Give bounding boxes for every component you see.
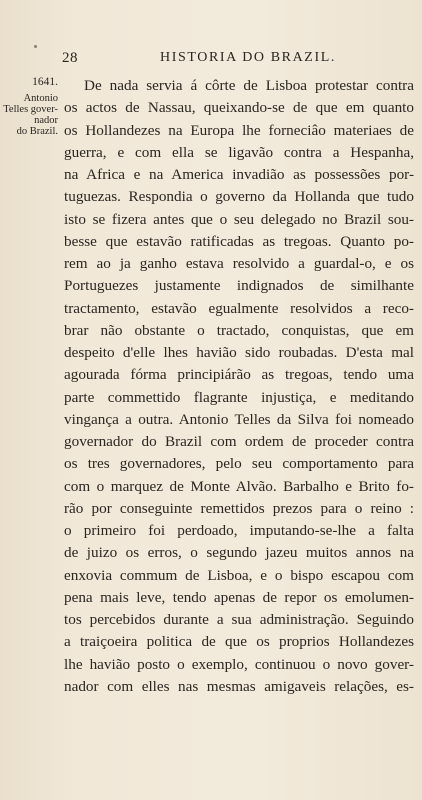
text-line: rem ao ja ganho estava resolvido a guardal-o, e os <box>64 255 414 272</box>
margin-note-line: Telles gover- <box>3 104 58 115</box>
text-line: pena mais leve, tendo apenas de repor os emolumen- <box>64 588 414 606</box>
text-line: De nada servia á côrte de Lisboa protestar contra <box>84 77 414 94</box>
text-line: na Africa e na America invadião as possessões por- <box>64 166 414 183</box>
text-line: rão por conseguinte remettidos prezos para o reino : <box>64 499 414 517</box>
text-line: governador do Brazil com ordem de proceder contra <box>64 433 414 450</box>
text-line: brar não obstante o tractado, conquistas, que em <box>64 321 414 339</box>
text-line: enxovia commum de Lisboa, e o bispo escapou com <box>64 566 414 584</box>
text-line: o primeiro foi perdoado, imputando-se-lhe a falta <box>64 522 414 539</box>
margin-note-line: do Brazil. <box>16 126 58 137</box>
text-line: parte commettido flagrante injustiça, e meditando <box>64 388 414 406</box>
text-line: os Hollandezes na Europa lhe forneciâo materiaes de <box>64 121 414 139</box>
margin-note-line: Antonio <box>23 93 58 104</box>
text-line: de juizo os erros, o segundo jazeu muitos annos na <box>64 544 414 562</box>
text-line: tos percebidos durante a sua administração. Seguindo <box>64 611 414 628</box>
margin-year: 1641. <box>32 76 58 88</box>
text-line: isto se fizera antes que o seu delegado no Brazil sou- <box>64 210 414 228</box>
text-line: nador com elles nas mesmas amigaveis relações, es- <box>64 677 414 695</box>
text-line: tuguezas. Respondia o governo da Hollanda que tudo <box>64 188 414 206</box>
text-line: despeito d'elle lhes havião sido roubadas. D'esta mal <box>64 344 414 361</box>
text-line: guerra, e com ella se ligavão contra a Hespanha, <box>64 143 414 161</box>
text-line: Portuguezes justamente indignados de similhante <box>64 277 414 295</box>
margin-note <box>2 77 58 137</box>
text-line: vingança a outra. Antonio Telles da Silva foi nomeado <box>64 410 414 428</box>
text-line: agourada fórma principiárão as tregoas, tendo uma <box>64 366 414 384</box>
print-speck <box>34 45 37 48</box>
margin-note-line: nador <box>34 115 58 126</box>
text-line: besse que estavão ratificadas as tregoas. Quanto po- <box>64 232 414 250</box>
text-line: com o marquez de Monte Alvão. Barbalho e Brito fo- <box>64 477 414 495</box>
body-text <box>64 75 414 698</box>
text-line: os actos de Nassau, queixando-se de que em quanto <box>64 99 414 117</box>
text-line: tractamento, estavão egualmente resolvidos a reco- <box>64 299 414 317</box>
text-line: os tres governadores, pelo seu comportamento para <box>64 455 414 473</box>
text-line: a traiçoeira politica de que os proprios Hollandezes <box>64 633 414 651</box>
page-number: 28 <box>62 50 78 66</box>
text-line: lhe havião posto o exemplo, continuou o novo gover- <box>64 655 414 673</box>
running-title: HISTORIA DO BRAZIL. <box>160 50 336 65</box>
